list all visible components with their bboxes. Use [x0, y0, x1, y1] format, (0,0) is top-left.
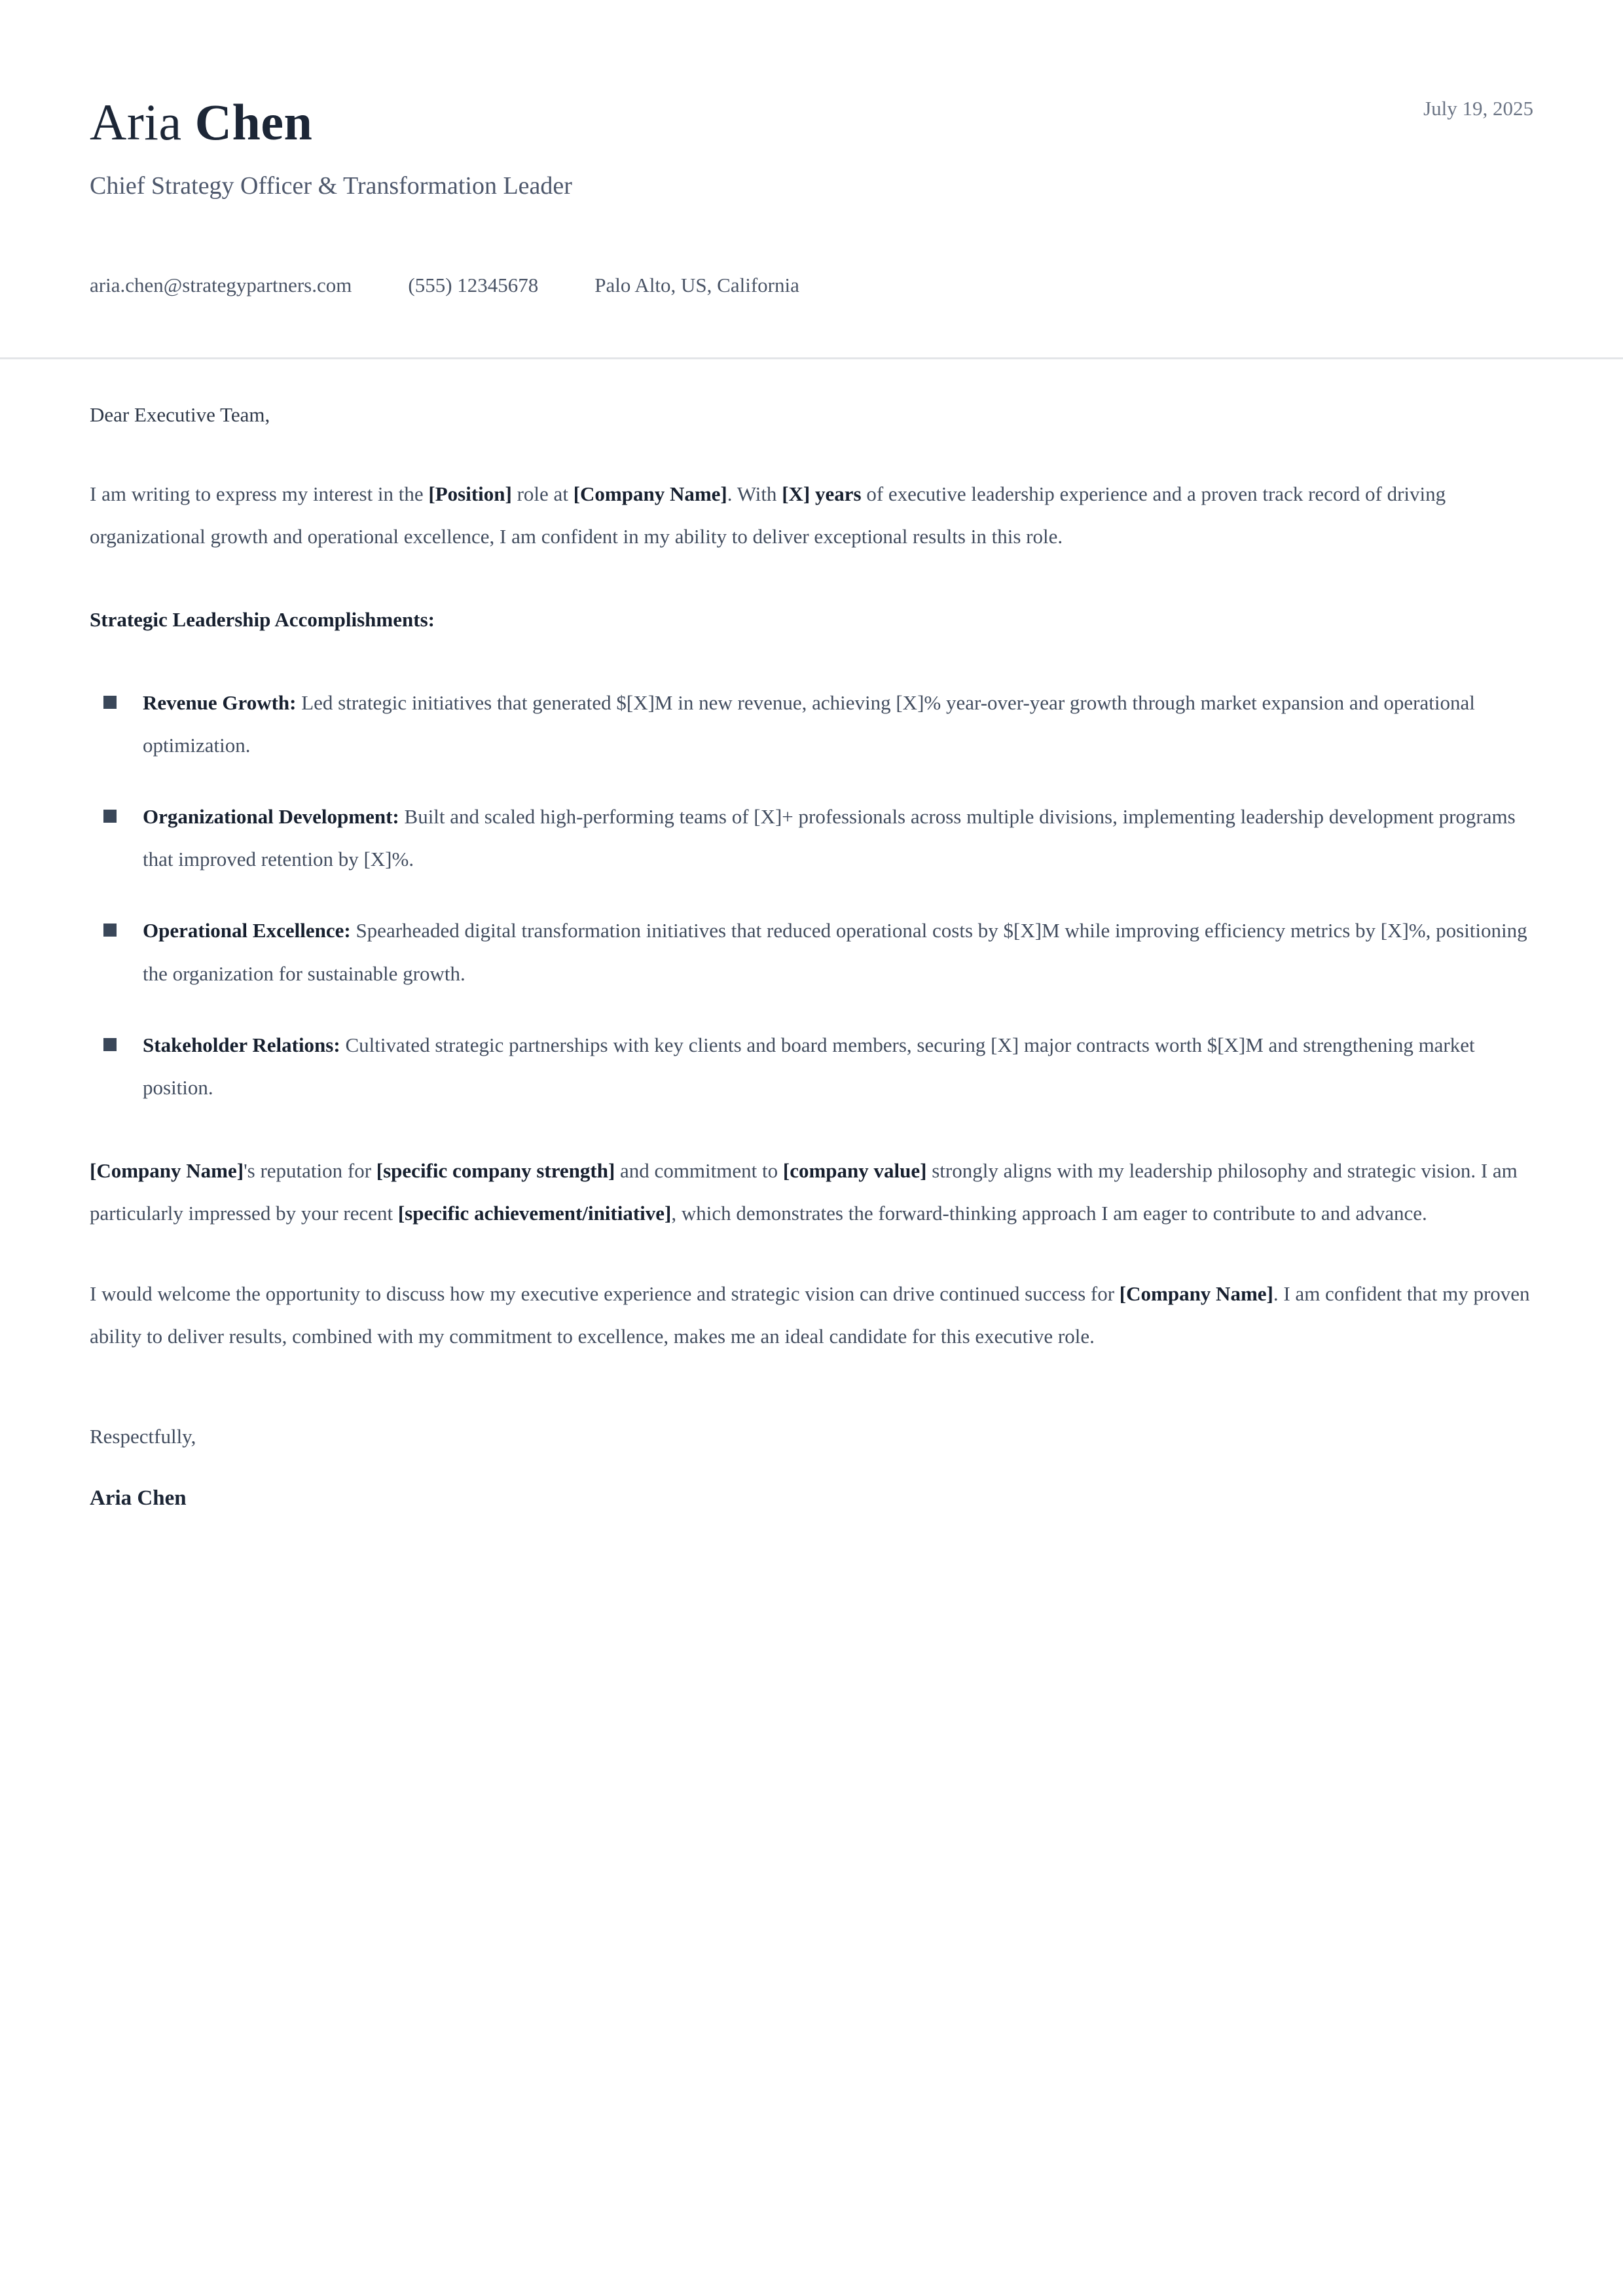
accomplishment-detail: Built and scaled high-performing teams of [X]+ professionals across multiple divisions, implementing leadership development programs that improved retention by [X]%. — [143, 805, 1516, 871]
author-first-name: Aria — [90, 94, 182, 151]
closing-paragraph: I would welcome the opportunity to discuss how my executive experience and strategic vision can drive continued success for [Company Name]. I am confident that my proven ability to deliver results, combined with my commitment to excellence, makes me an ideal candidate for this executive role. — [90, 1282, 1530, 1348]
square-bullet-icon — [103, 924, 117, 937]
author-name — [90, 93, 312, 152]
letter-header — [0, 0, 1623, 297]
accomplishment-text — [143, 795, 1533, 880]
accomplishment-item — [90, 1024, 1533, 1109]
salutation: Dear Executive Team, — [90, 403, 270, 426]
letter-body — [0, 393, 1623, 1515]
contact-row — [90, 274, 1533, 297]
accomplishments-heading: Strategic Leadership Accomplishments: — [90, 607, 435, 631]
accomplishment-label: Revenue Growth: — [143, 691, 297, 715]
accomplishment-label: Stakeholder Relations: — [143, 1033, 340, 1056]
header-top-row — [90, 93, 1533, 152]
accomplishment-item — [90, 909, 1533, 994]
square-bullet-icon — [103, 810, 117, 823]
accomplishment-text — [143, 909, 1533, 994]
accomplishment-item — [90, 795, 1533, 880]
closing-salutation: Respectfully, — [90, 1425, 196, 1448]
accomplishment-label: Organizational Development: — [143, 805, 399, 829]
accomplishments-list — [90, 681, 1533, 1109]
contact-location: Palo Alto, US, California — [594, 273, 799, 296]
accomplishment-text — [143, 681, 1533, 766]
signature-name: Aria Chen — [90, 1486, 187, 1511]
accomplishment-label: Operational Excellence: — [143, 919, 351, 942]
letter-date: July 19, 2025 — [1423, 97, 1533, 120]
author-title: Chief Strategy Officer & Transformation Leader — [90, 171, 572, 200]
contact-email: aria.chen@strategypartners.com — [90, 273, 352, 296]
accomplishment-detail: Cultivated strategic partnerships with key clients and board members, securing [X] major contracts worth $[X]M and strengthening market position. — [143, 1033, 1475, 1099]
accomplishment-item — [90, 681, 1533, 766]
intro-paragraph: I am writing to express my interest in the [Position] role at [Company Name]. With [X] years of executive leadership experience and a proven track record of driving organizational growth and operational excellence, I am confident in my ability to deliver exceptional results in this role. — [90, 482, 1446, 548]
contact-phone: (555) 12345678 — [408, 273, 539, 296]
square-bullet-icon — [103, 696, 117, 709]
accomplishment-text — [143, 1024, 1533, 1109]
author-last-name: Chen — [194, 94, 313, 151]
square-bullet-icon — [103, 1038, 117, 1051]
header-divider — [0, 357, 1623, 359]
accomplishment-detail: Led strategic initiatives that generated $[X]M in new revenue, achieving [X]% year-over-year growth through market expansion and operational optimization. — [143, 691, 1475, 757]
accomplishment-detail: Spearheaded digital transformation initiatives that reduced operational costs by $[X]M while improving efficiency metrics by [X]%, positioning the organization for sustainable growth. — [143, 919, 1527, 985]
company-fit-paragraph: [Company Name]'s reputation for [specific company strength] and commitment to [company value] strongly aligns with my leadership philosophy and strategic vision. I am particularly impressed by your recent [specific achievement/initiative], which demonstrates the forward-thinking approach I am eager to contribute to and advance. — [90, 1158, 1518, 1225]
